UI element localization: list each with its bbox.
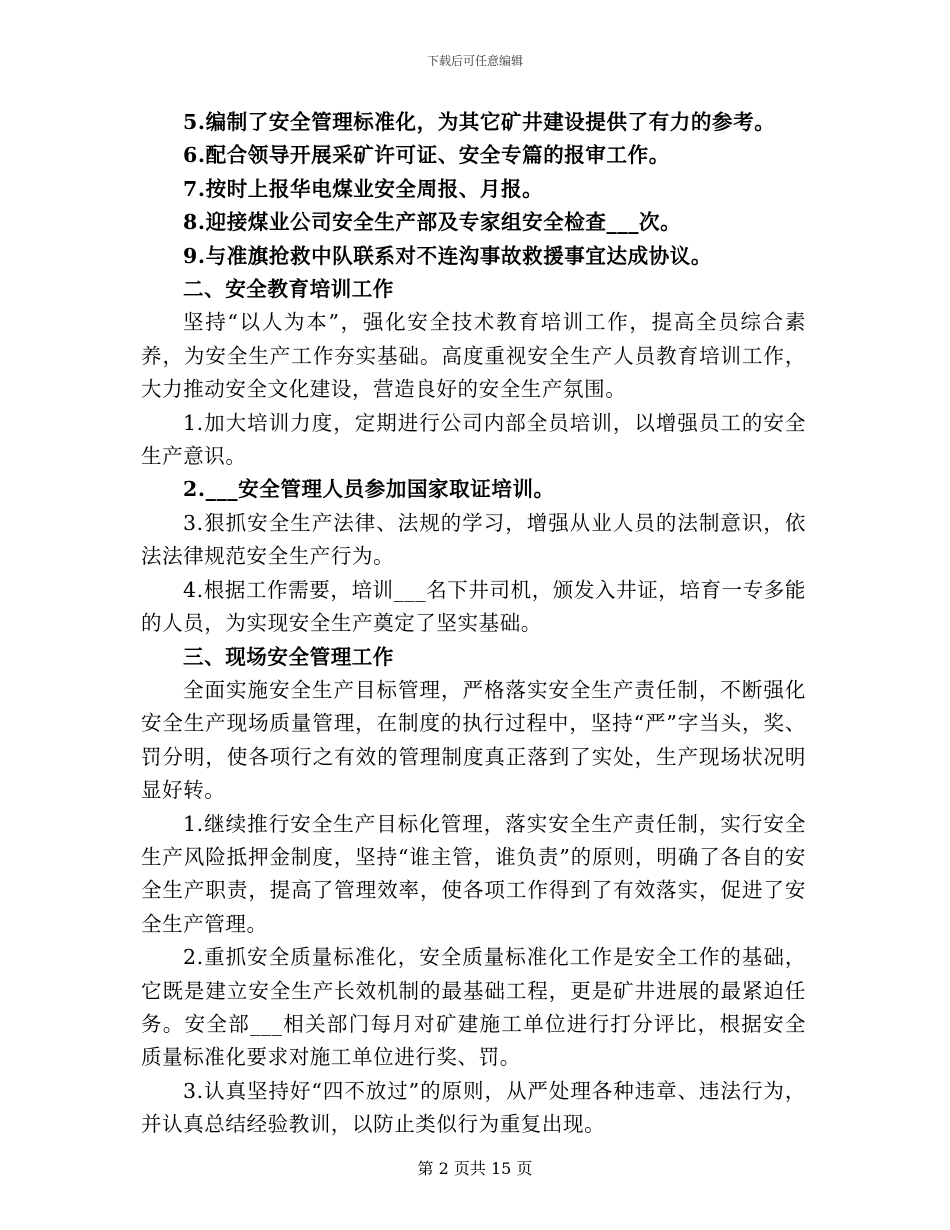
section-3-item-2: 2.重抓安全质量标准化，安全质量标准化工作是安全工作的基础，它既是建立安全生产长效机制的最基础工程，更是矿井进展的最紧迫任务。安全部___相关部门每月对矿建施工单位进行打分评比，根据安全质量标准化要求对施工单位进行奖、罚。 (141, 945, 806, 1070)
list-item-9: 9.与准旗抢救中队联系对不连沟事故救援事宜达成协议。 (183, 243, 712, 268)
list-item-7: 7.按时上报华电煤业安全周报、月报。 (183, 176, 544, 201)
section-2-item-4: 4.根据工作需要，培训___名下井司机，颁发入井证，培育一专多能的人员，为实现安全生产奠定了坚实基础。 (141, 577, 807, 636)
list-item-8: 8.迎接煤业公司安全生产部及专家组安全检查___次。 (183, 210, 682, 235)
list-item-5: 5.编制了安全管理标准化，为其它矿井建设提供了有力的参考。 (183, 110, 776, 134)
section-2-item-3: 3.狠抓安全生产法律、法规的学习，增强从业人员的法制意识，依法法律规范安全生产行为。 (141, 510, 806, 569)
section-3-item-1: 1.继续推行安全生产目标化管理，落实安全生产责任制，实行安全生产风险抵押金制度，坚持“谁主管，谁负责”的原则，明确了各自的安全生产职责，提高了管理效率，使各项工作得到了有效落实，促进了安全生产管理。 (141, 811, 806, 936)
section-3-intro: 全面实施安全生产目标管理，严格落实安全生产责任制，不断强化安全生产现场质量管理，在制度的执行过程中，坚持“严”字当头，奖、罚分明，使各项行之有效的管理制度真正落到了实处，生产现场状况明显好转。 (141, 677, 806, 803)
document-body (141, 106, 806, 1142)
page-footer: 第 2 页共 15 页 (417, 1159, 533, 1178)
section-2-item-2: 2.___安全管理人员参加国家取证培训。 (183, 477, 555, 502)
section-heading-2: 二、安全教育培训工作 (183, 277, 394, 302)
section-3-item-3: 3.认真坚持好“四不放过”的原则，从严处理各种违章、违法行为，并认真总结经验教训，以防止类似行为重复出现。 (141, 1078, 806, 1137)
section-2-intro: 坚持“以人为本”，强化安全技术教育培训工作，提高全员综合素养，为安全生产工作夯实基础。高度重视安全生产人员教育培训工作，大力推动安全文化建设，营造良好的安全生产氛围。 (141, 310, 806, 402)
page-header: 下载后可任意编辑 (426, 54, 523, 68)
section-heading-3: 三、现场安全管理工作 (183, 644, 394, 669)
section-2-item-1: 1.加大培训力度，定期进行公司内部全员培训，以增强员工的安全生产意识。 (141, 410, 806, 469)
list-item-6: 6.配合领导开展采矿许可证、安全专篇的报审工作。 (183, 143, 670, 168)
